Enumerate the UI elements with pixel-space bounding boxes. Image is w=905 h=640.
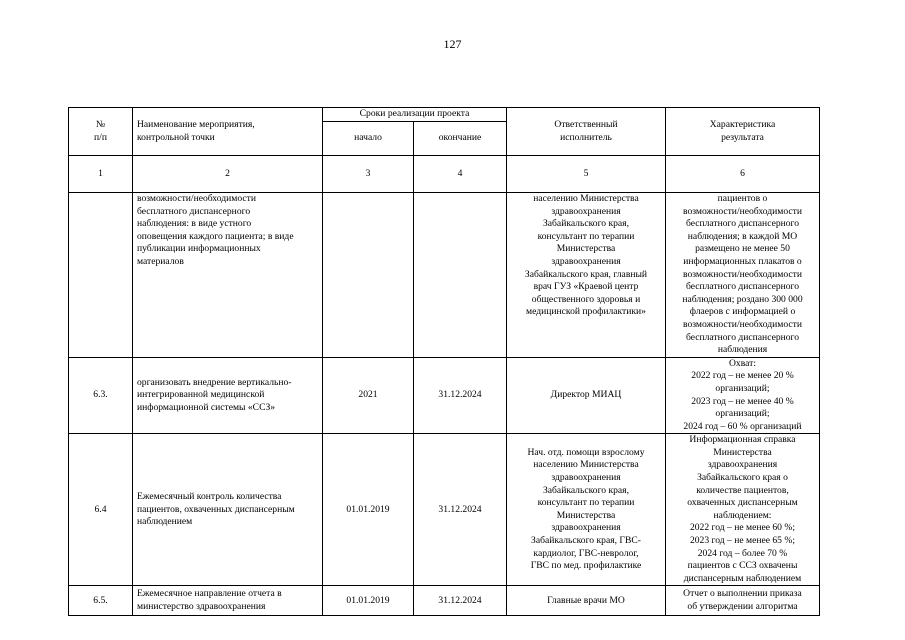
page-number: 127 bbox=[443, 37, 462, 51]
row-name: Ежемесячный контроль количества пациентов, охваченных диспансерным наблюдением bbox=[133, 434, 323, 586]
row-responsible: Главные врачи МО bbox=[507, 586, 666, 616]
col-number: 1 bbox=[69, 156, 133, 193]
events-table bbox=[68, 107, 820, 616]
row-name: Ежемесячное направление отчета в министерство здравоохранения bbox=[133, 586, 323, 616]
table-row bbox=[69, 357, 820, 434]
row-num: 6.5. bbox=[69, 586, 133, 616]
row-responsible: населению Министерства здравоохранения Забайкальского края, консультант по терапии Министерства здравоохранения Забайкальского края, главный врач ГУЗ «Краевой центр общественного здоровья и медицинской профилактики» bbox=[507, 193, 666, 358]
col-number: 2 bbox=[133, 156, 323, 193]
row-num: 6.4 bbox=[69, 434, 133, 586]
row-end bbox=[414, 193, 507, 358]
header-name: Наименование мероприятия, контрольной точки bbox=[133, 108, 323, 156]
row-result: Охват: 2022 год – не менее 20 % организаций; 2023 год – не менее 40 % организаций; 2024 год – 60 % организаций bbox=[666, 357, 820, 434]
row-responsible: Директор МИАЦ bbox=[507, 357, 666, 434]
header-responsible: Ответственный исполнитель bbox=[507, 108, 666, 156]
row-result: Отчет о выполнении приказа об утверждении алгоритма bbox=[666, 586, 820, 616]
header-end: окончание bbox=[414, 122, 507, 156]
row-name: возможности/необходимости бесплатного диспансерного наблюдения: в виде устного оповещения каждого пациента; в виде публикации информационных материалов bbox=[133, 193, 323, 358]
row-start: 2021 bbox=[323, 357, 414, 434]
row-start: 01.01.2019 bbox=[323, 586, 414, 616]
col-number: 4 bbox=[414, 156, 507, 193]
table-row bbox=[69, 586, 820, 616]
table-row bbox=[69, 193, 820, 358]
header-row-top bbox=[69, 108, 820, 122]
col-number: 5 bbox=[507, 156, 666, 193]
row-num bbox=[69, 193, 133, 358]
header-num: № п/п bbox=[69, 108, 133, 156]
row-start: 01.01.2019 bbox=[323, 434, 414, 586]
col-number: 6 bbox=[666, 156, 820, 193]
header-result: Характеристика результата bbox=[666, 108, 820, 156]
header-period: Сроки реализации проекта bbox=[323, 108, 507, 122]
row-end: 31.12.2024 bbox=[414, 357, 507, 434]
row-start bbox=[323, 193, 414, 358]
header-start: начало bbox=[323, 122, 414, 156]
row-end: 31.12.2024 bbox=[414, 434, 507, 586]
table-row bbox=[69, 434, 820, 586]
row-end: 31.12.2024 bbox=[414, 586, 507, 616]
column-number-row bbox=[69, 156, 820, 193]
col-number: 3 bbox=[323, 156, 414, 193]
row-name: организовать внедрение вертикально- интегрированной медицинской информационной системы «ССЗ» bbox=[133, 357, 323, 434]
row-result: Информационная справка Министерства здравоохранения Забайкальского края о количестве пациентов, охваченных диспансерным наблюдением: 2022 год – не менее 60 %; 2023 год – не менее 65 %; 2024 год – более 70 % пациентов с ССЗ охвачены диспансерным наблюдением bbox=[666, 434, 820, 586]
row-num: 6.3. bbox=[69, 357, 133, 434]
row-result: пациентов о возможности/необходимости бесплатного диспансерного наблюдения; в каждой МО размещено не менее 50 информационных плакатов о возможности/необходимости бесплатного диспансерного наблюдения; роздано 300 000 флаеров с информацией о возможности/необходимости бесплатного диспансерного наблюдения bbox=[666, 193, 820, 358]
row-responsible: Нач. отд. помощи взрослому населению Министерства здравоохранения Забайкальского края, консультант по терапии Министерства здравоохранения Забайкальского края, ГВС- кардиолог, ГВС-невролог, ГВС по мед. профилактике bbox=[507, 434, 666, 586]
